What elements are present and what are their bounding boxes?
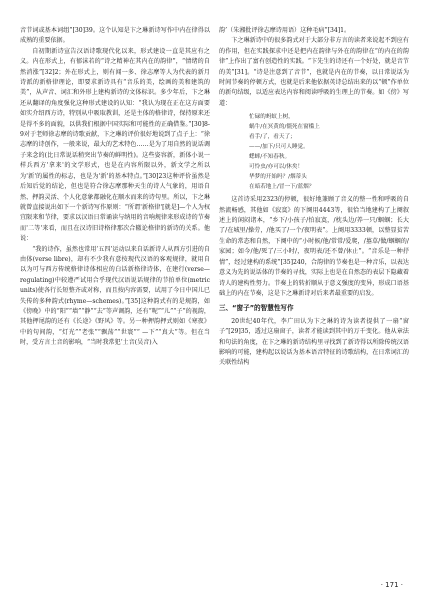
page-number: · 171 ·	[380, 581, 403, 589]
poem-line: 在暗若地上/冒一下/蓝烟？	[249, 184, 315, 191]
paragraph: 音节词或基本词组”[30]39。这个认知是卞之琳新诗写作中内在律得以成熟的重要依据。	[20, 27, 210, 45]
quoted-paragraph: “我的诗作，虽然也常用‘五四’运动以来自话新诗人从西方引进的自由体(verse libre)，却有不少我有意按现代汉语的客观规律，就用自以为可与西方传统格律诗体相应的白话新格律诗体，在建行(verse—regulating)中较遵严试用合乎现代汉语说话规律的节拍单位(metric units)使各行长短整齐或对称，而且按内容需要，试用了今日中国儿已失传的多种韵式(rhyme—schemes)。”[35]这种韵式有的是规韵，如《傍晚》中的“阳”“墙”“静”“去”等声调韵，还有“呢”“儿”“子”的视韵，其他押尾韵的还有《长途》《野风》等。另一种押韵押式则如《寒夜》中的句间韵，“灯光”“老张”“飘荡”“世寰”“ —下”“真大”等。但在当时，受方言土音的影响，“当时我常犯‘土音(吴音)入	[20, 245, 210, 347]
left-column	[20, 26, 210, 349]
poem-line: 华梦的开始吗？/烟蒂头	[249, 174, 307, 181]
poem-line: 蜗牛/在冥黄的/僵死在窗槛上	[249, 124, 320, 131]
poem-excerpt	[219, 112, 409, 192]
paragraph: 卞之琳新诗中的很多韵式对于大部分非方言的读者来说起不到应有的作用，但在实践探求中还是把内在韵律与外在的韵律在“的内在的韵律”上作出了富有创造性的实践。“卞先生的诗还有一个好处，就是音节的美”[31]。“诗是注意到了音节”，也就是内在的节奏，以日常说话为时间节奏的停顿方式，也就是后来他依据英诗总结出来的以“顿”作单位的新句结级，以适应表达内容和阅读呼吸的生理上的节奏。如《傍》写道：	[219, 37, 409, 107]
poem-line: ——/加下/只可人睡觉。	[249, 144, 309, 151]
right-column	[219, 26, 409, 369]
poem-line: 蟋蟀/不知春秋。	[249, 154, 291, 161]
paragraph: 自初期新诗宣告汉语诗歌现代化以来，形式建设一直是其应有之义。内在形式上，有郁沫若的“诗之精神在其内在的韵律”，“情绪的自然消涨”[32]2；外在形式上，则有闻一多、徐志摩等人为代表的新月诗派的新格律理论，即要求新诗具有“音乐的美，绘画的美和建筑的美”，从声音、词汇和外形上建构新诗的文体标识。多少年后，卞之琳还从翻译的角度强化这种形式建设的认知：“我认为现在正在这方面要如实介绍西方诗，特别从中吸取教训，还是主体的格律诗，保持原来还是得不多的面貌，以供我们根据中国实际和可能性的正确借鉴。”[30]8-9对于老师徐志摩的诗歌贡献，卞之琳的评价很好地说到了点子上：“徐志摩的诗创作，一般来说，最大的艺术特色……是为了用自然的说话调子来念的(比日常说话稍突出节奏的鲜明性)。这些姿容新，新体小说一样兵西方'拿来'的文学形式，也是在内容所限以外，新文学之所以为'新'的属性的标志，也是为'新'的基本特点。”[30]23这种评价虽然是后知后觉的结论，但也是符合徐志摩那种天生的诗人气象的，用语自然、押韵灵活、个人化意象都融化在顺水而来的诗句里。所以，卞之琳就曾直接说出如下一个新诗写作原则：“所谓'新格律'[就是]—个人为权宜限来和节律，要求以汉语日常诵读与纳用的音响规律来形成诗的节奏而'二等'来看，而且在汉诗旧诗格律那次合辙论格律的新诗的关系。他说：	[20, 47, 210, 243]
poem-line: 可怜虫/亦可以/休矣！	[249, 164, 304, 171]
poem-line: 忙碌的蚂蚁上树，	[249, 114, 294, 121]
section-heading: 三、“窗子”的智慧性写作	[219, 304, 294, 313]
paragraph: 20世纪40年代，李广田认为卞之琳的诗为读者提供了一扇“窗子”[29]35，透过这扇窗子，读者才能读到其中的万千变化。他从章法和句法的角度，在卞之琳的新诗结构里寻找到了新诗得以所除传统汉语影响的可能，建构起以说话为基本语音特征的诗歌结构，在日常词汇的关联性结构	[219, 317, 409, 367]
poem-line: 看手/了，看天了；	[249, 134, 296, 141]
paragraph: 这首诗采用2323的停顿，很好地兼顾了音义的整一性和呼吸的自然流畅感，其他如《寂寞》的下阕用4443等，很恰当地建构了上阕叙述上的闲闷诸本，“乡下/小孩子/怕寂寞，/枕头边/养一只/蝈蝈；长大了/在城里/操劳，/他买了/一个/夜明表”。上阕用3333顿，以整显贫苦生命的常态和自然，下阕中的“小时候/他/常常/爱爬，/墓草/做/蝈蝈的/家园；如今/他/死了/三小时/，夜明表/还不曾/休止”。“音乐是一种抒情”，经过建构的系统”[35]240，合韵律的节奏也是一种音乐，以表达意义为先的说话体的节奏的寻找，实际上也是在自然态的表层下隐藏着诗人的建构性努力。节奏上的转折顺从于意义强度的变异，形成口语基础上的内在节奏，这是卞之琳新诗对后来者最重要的启发。	[219, 196, 409, 297]
paragraph: 韵’（朱湘批评徐志摩诗用语）这种毛病”[34]1。	[219, 27, 351, 34]
